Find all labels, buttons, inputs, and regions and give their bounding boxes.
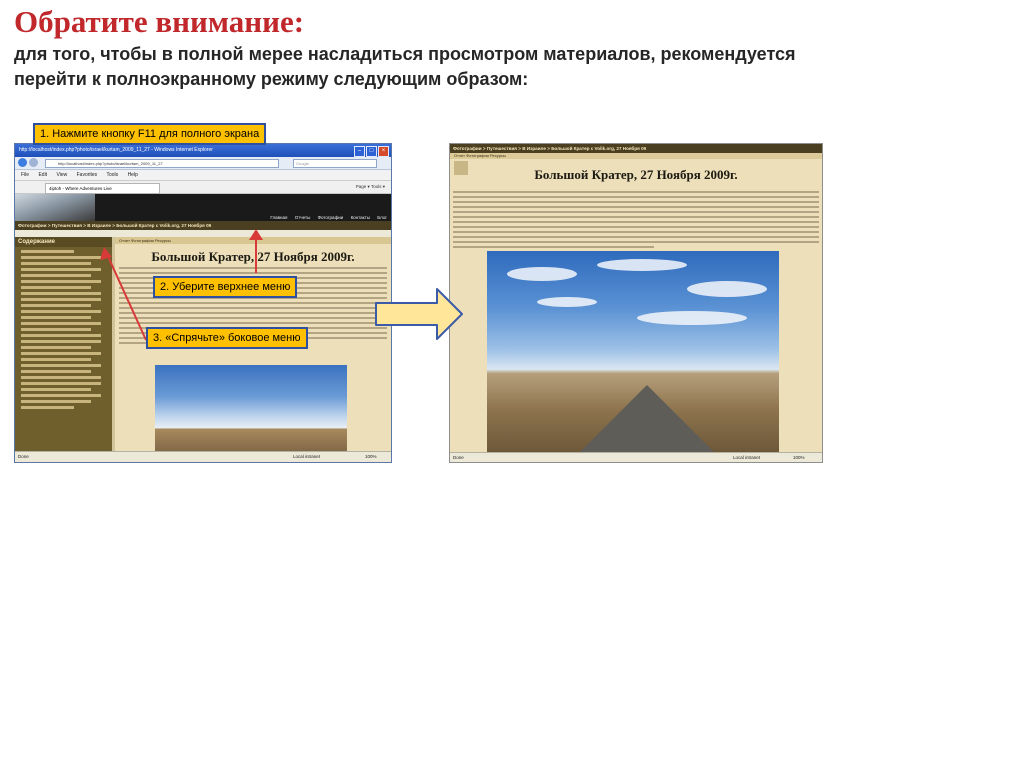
- sidebar-title: Содержание: [15, 237, 112, 247]
- site-navigation: [264, 215, 387, 220]
- fullscreen-text: [453, 191, 819, 251]
- step-1-callout: 1. Нажмите кнопку F11 для полного экрана: [33, 123, 266, 145]
- fullscreen-content-tabs: Отчет Фотографии Ресурсы: [450, 153, 822, 159]
- fs-status-zone: Local intranet: [733, 455, 761, 460]
- site-breadcrumb: Фотографии > Путешествия > В Израиле > Большой Кратер с Volik.org, 27 Ноября 09: [15, 221, 391, 230]
- fs-status-zoom: 100%: [793, 455, 805, 460]
- site-nav-home: Главная: [270, 215, 288, 220]
- site-sidebar: [15, 237, 112, 452]
- browser-menubar: [15, 170, 391, 181]
- address-bar: [15, 157, 391, 170]
- page-subtitle: для того, чтобы в полной мерее насладиться просмотром материалов, рекомендуется перейти к полноэкранному режиму следующим образом:: [14, 44, 796, 89]
- forward-icon: [29, 158, 38, 167]
- road: [577, 385, 717, 455]
- menu-item-tools: Tools: [106, 172, 119, 178]
- status-done: Done: [18, 454, 29, 459]
- site-nav-blog: Блог: [377, 215, 387, 220]
- step-2-callout: 2. Уберите верхнее меню: [153, 276, 297, 298]
- menu-item-edit: Edit: [38, 172, 48, 178]
- fullscreen-screenshot: [449, 143, 823, 463]
- menu-item-favorites: Favorites: [76, 172, 98, 178]
- close-icon: ×: [378, 146, 389, 157]
- site-nav-contacts: Контакты: [350, 215, 370, 220]
- fullscreen-crater-photo: [487, 251, 779, 455]
- sidebar-toggle-icon: [454, 161, 468, 175]
- menu-item-help: Help: [127, 172, 138, 178]
- page-title: Обратите внимание:: [14, 4, 305, 39]
- favorites-bar: [15, 181, 391, 194]
- content-heading: Большой Кратер, 27 Ноября 2009г.: [151, 249, 355, 264]
- crater-photo: [155, 365, 347, 452]
- fullscreen-heading: Большой Кратер, 27 Ноября 2009г.: [534, 167, 738, 182]
- status-zoom: 100%: [365, 454, 377, 459]
- back-icon: [18, 158, 27, 167]
- url-field: http://localhost/index.php?photo/israel/kurtam_2009_11_27: [45, 159, 279, 168]
- menu-item-file: File: [21, 172, 30, 178]
- menu-item-view: View: [56, 172, 68, 178]
- site-header: [15, 194, 391, 221]
- browser-window-title: http://localhost/index.php?photo/israel/kurtam_2009_11_27 - Windows Internet Explorer: [19, 147, 213, 153]
- fullscreen-breadcrumb: Фотографии > Путешествия > В Израиле > Большой Кратер с Volik.org, 27 Ноября 09: [450, 144, 822, 153]
- browser-titlebar: [15, 144, 391, 157]
- header-mountain-image: [15, 194, 95, 221]
- fullscreen-content: [450, 153, 822, 455]
- browser-screenshot: [14, 143, 392, 463]
- fs-status-done: Done: [453, 455, 464, 460]
- browser-tab: 4iptoh - Where Adventures Live: [45, 183, 160, 194]
- status-zone: Local intranet: [293, 454, 321, 459]
- browser-toolbar-right: Page ▾ Tools ▾: [355, 184, 385, 189]
- search-field: Google: [293, 159, 377, 168]
- site-nav-reports: Отчеты: [294, 215, 311, 220]
- maximize-icon: □: [366, 146, 377, 157]
- minimize-icon: –: [354, 146, 365, 157]
- site-nav-photos: Фотографии: [317, 215, 344, 220]
- browser-statusbar: [15, 451, 391, 462]
- content-tabs: Отчет Фотографии Ресурсы: [115, 237, 391, 244]
- window-controls: [354, 146, 389, 157]
- step-3-callout: 3. «Спрячьте» боковое меню: [146, 327, 308, 349]
- fullscreen-statusbar: [450, 452, 822, 462]
